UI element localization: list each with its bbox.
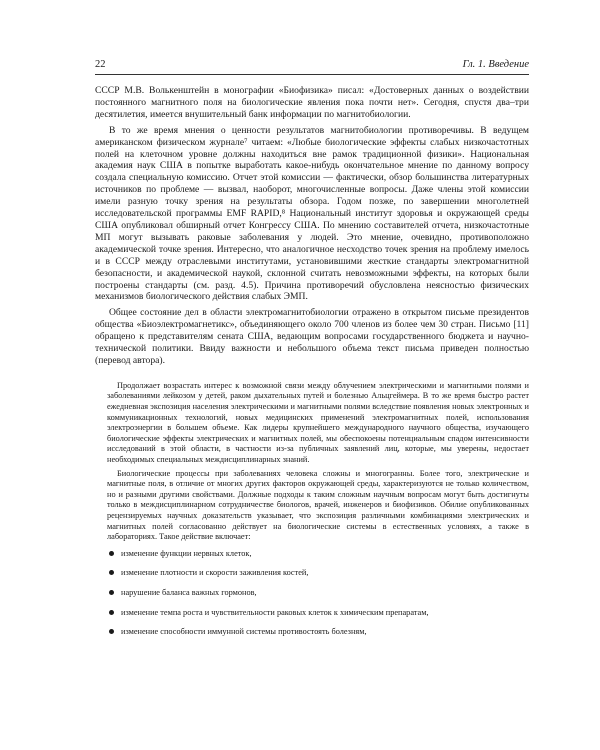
paragraph: Общее состояние дел в области электромагнитобиологии отражено в открытом письме президентов общества «Биоэлектромагнетикс», объединяющего около 700 членов из более чем 30 стран. Письмо [11] обращено к представителям сената США, ведающим вопросами государственного бюджета и научно-технической политики. Ввиду важности и небольшого объема текст письма приведен полностью (перевод автора). — [95, 307, 529, 366]
effects-list — [107, 549, 529, 638]
list-item-text: изменение темпа роста и чувствительности раковых клеток к химическим препаратам, — [121, 607, 429, 617]
list-item — [107, 608, 529, 619]
paragraph: СССР М.В. Волькенштейн в монографии «Биофизика» писал: «Достоверных данных о воздействии постоянного магнитного поля на биологические явления пока почти нет». Сегодня, спустя два–три десятилетия, имеется внушительный банк информации по магнитобиологии. — [95, 85, 529, 120]
list-item-text: изменение плотности и скорости заживления костей, — [121, 568, 309, 578]
list-item — [107, 568, 529, 579]
list-item — [107, 588, 529, 599]
running-head — [95, 58, 529, 75]
letter-paragraph: Биологические процессы при заболеваниях человека сложны и многогранны. Более того, электрические и магнитные поля, в отличие от многих других факторов окружающей среды, характеризуются не только количеством, но и разными другими свойствами. Должные подходы к таким сложным научным вопросам могут быть достигнуты только в междисциплинарном сотрудничестве биологов, врачей, инженеров и биофизиков. Обилие опубликованных рецензируемых научных доказательств указывает, что экспозиция различными комбинациями электрических и магнитных полей согласованно действует на биологические системы в естественных условиях, а также в лабораториях. Такое действие включает: — [107, 468, 529, 542]
bullet-icon — [109, 551, 114, 556]
list-item — [107, 627, 529, 638]
letter-paragraph: Продолжает возрастать интерес к возможной связи между облучением электрическими и магнитными полями и заболеваниями лейкозом у детей, раком дыхательных путей и болезнью Альцгеймера. В то же время быстро растет ежедневная экспозиция населения электрическими и магнитными полями вследствие появления новых электронных и коммуникационных технологий, новых медицинских применений электромагнитных полей, использования электроэнергии в большем объеме. Как лидеры крупнейшего международного научного общества, изучающего биологические эффекты электрических и магнитных полей, мы обеспокоены потенциальным спадом интенсивности исследований в этой области, в частности из-за публичных заявлений лиц, которые, мы уверены, недостает необходимых специальных междисциплинарных знаний. — [107, 380, 529, 464]
list-item-text: изменение функции нервных клеток, — [121, 548, 252, 558]
paragraph: В то же время мнения о ценности результатов магнитобиологии противоречивы. В ведущем американском физическом журнале⁷ читаем: «Любые биологические эффекты слабых низкочастотных полей на клеточном уровне должны находиться вне рамок традиционной физики». Национальная академия наук США в попытке выработать какое-нибудь окончательное мнение по данному вопросу создала специальную комиссию. Отчет этой комиссии — фактически, обзор большинства литературных источников по проблеме — вызвал, наоборот, многочисленные вопросы. Даже члены этой комиссии имели разную точку зрения на результаты обзора. Годом позже, по завершении многолетней исследовательской программы EMF RAPID,⁸ Национальный институт здоровья и окружающей среды США опубликовал обширный отчет Конгрессу США. По мнению составителей отчета, низкочастотные МП могут вызывать раковые заболевания у людей. Это мнение, очевидно, противоположно академической точке зрения. Интересно, что аналогичное несходство точек зрения на проблему имелось и в СССР между отраслевыми институтами, установившими жесткие стандарты электромагнитной безопасности, и академической наукой, склонной считать невозможными эффекты, на которых были построены стандарты (см. разд. 4.5). Причина противоречий обусловлена неясностью физических механизмов биологического действия слабых ЭМП. — [95, 124, 529, 303]
main-text — [95, 85, 529, 367]
bullet-icon — [109, 629, 114, 634]
bullet-icon — [109, 610, 114, 615]
list-item — [107, 549, 529, 560]
page-number: 22 — [95, 59, 106, 70]
bullet-icon — [109, 570, 114, 575]
chapter-title: Гл. 1. Введение — [462, 59, 529, 70]
quoted-letter — [95, 381, 529, 638]
list-item-text: нарушение баланса важных гормонов, — [121, 587, 257, 597]
book-page — [95, 58, 529, 647]
bullet-icon — [109, 590, 114, 595]
list-item-text: изменение способности иммунной системы противостоять болезням, — [121, 627, 367, 637]
